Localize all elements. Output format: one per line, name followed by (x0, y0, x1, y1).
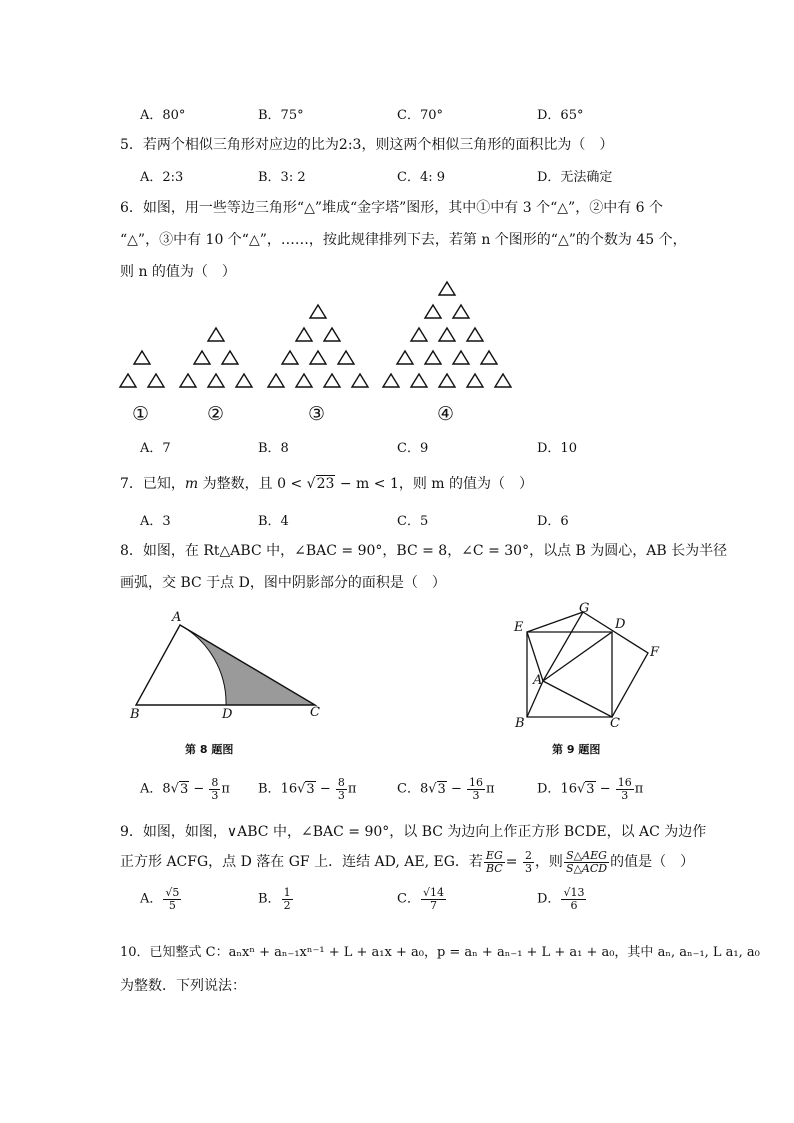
q7-var-m: m (184, 476, 199, 492)
q9-option-a-num: √5 (165, 886, 180, 899)
q8-option-d-den: 3 (621, 788, 629, 802)
q9-option-c-den: 7 (429, 898, 437, 912)
q8-option-b-radicand: 3 (306, 781, 315, 797)
q9-line2-a: 正方形 ACFG，点 D 落在 GF 上．连结 AD, AE, EG．若 (120, 854, 483, 871)
q5-option-c: C．4: 9 (397, 170, 446, 185)
q4-option-a: A．80° (140, 108, 186, 123)
q8-label-d: D (222, 707, 233, 722)
q5-option-a: A．2:3 (140, 170, 184, 185)
q6-line2: “△”，③中有 10 个“△”，……，按此规律排列下去，若第 n 个图形的“△”的个数为 45 个， (120, 232, 687, 248)
q10-line2: 为整数．下列说法： (120, 978, 246, 994)
q9-label-a: A (533, 673, 543, 688)
q7-option-a: A．3 (140, 514, 171, 529)
q7-option-b: B．4 (258, 514, 289, 529)
q6-line1: 6．如图，用一些等边三角形“△”堆成“金字塔”图形，其中①中有 3 个“△”，②中有 6 个 (120, 200, 663, 216)
q9-option-b-den: 2 (283, 898, 291, 912)
q9-option-d-letter: D． (537, 891, 561, 907)
q8-option-a-num: 8 (211, 776, 219, 789)
q8-caption: 第 8 题图 (185, 743, 234, 756)
q7-radical: √23 (306, 476, 335, 492)
q8-option-d-letter: D． (537, 781, 561, 797)
q4-option-b: B．75° (258, 108, 304, 123)
q6-option-a: A．7 (140, 441, 171, 456)
pyramid-2 (180, 328, 252, 387)
q5-stem: 5．若两个相似三角形对应边的比为2:3，则这两个相似三角形的面积比为（ ） (120, 137, 614, 153)
q8-option-b-den: 3 (337, 788, 345, 802)
q9-option-b (258, 887, 294, 911)
q8-option-d: D．16√3 − $\frac{16}{3}$ π (537, 776, 644, 802)
q6-option-b: B．8 (258, 441, 289, 456)
q9-label-f: F (650, 645, 660, 660)
q7-option-d: D．6 (537, 514, 569, 529)
q6-line3: 则 n 的值为（ ） (120, 264, 236, 280)
q8-option-c-radicand: 3 (437, 781, 446, 797)
q8-option-a-radicand: 3 (179, 781, 189, 797)
pyramid-1 (120, 351, 164, 387)
q8-label-a: A (172, 610, 182, 625)
q8-option-b-num: 8 (337, 776, 345, 789)
q8-option-d-num: 16 (617, 776, 632, 789)
q9-option-c (397, 887, 447, 911)
q8-option-c: C．8√3 − $\frac{16}{3}$ π (397, 776, 495, 802)
q8-option-b-coef: 16 (280, 781, 298, 797)
q9-value-num: 2 (524, 849, 532, 862)
q7-stem-b: 为整数，且 0 < (198, 476, 307, 492)
q5-option-d: D．无法确定 (537, 170, 613, 185)
q8-option-c-letter: C． (397, 781, 420, 797)
q9-option-d (537, 887, 587, 911)
q7-stem-c: − m < 1，则 m 的值为（ ） (335, 476, 534, 492)
q9-option-c-letter: C． (397, 891, 420, 907)
q8-option-c-pi: π (485, 781, 495, 797)
q9-area-den: S△ACD (565, 861, 608, 875)
q9-option-a-letter: A． (140, 891, 163, 907)
q9-label-e: E (514, 620, 524, 635)
q8-line1: 8．如图，在 Rt△ABC 中，∠BAC = 90°，BC = 8，∠C = 30°，以点 B 为圆心，AB 长为半径 (120, 543, 728, 559)
q9-line2-d: 的值是（ ） (610, 854, 695, 871)
q7-stem (120, 473, 533, 493)
q4-option-c: C．70° (397, 108, 443, 123)
q9-option-d-num: √13 (563, 886, 585, 899)
pyramid-3 (268, 305, 368, 387)
q9-square-figure (500, 595, 680, 735)
q6-option-c: C．9 (397, 441, 429, 456)
q9-option-c-num: √14 (422, 886, 444, 899)
q9-line2 (120, 850, 694, 874)
q8-option-b: B．16√3 − $\frac{8}{3}$ π (258, 776, 357, 802)
q9-square-acfg (543, 612, 648, 717)
q7-stem-a: 7．已知， (120, 476, 185, 492)
pyramid-4 (383, 282, 511, 387)
q8-option-d-radicand: 3 (586, 781, 595, 797)
q7-option-c: C．5 (397, 514, 429, 529)
q8-option-c-num: 16 (468, 776, 483, 789)
q4-option-d: D．65° (537, 108, 584, 123)
q9-option-b-num: 1 (283, 886, 291, 899)
q9-ratio-den: BC (485, 861, 503, 875)
q9-option-a-den: 5 (168, 898, 176, 912)
q8-label-c: C (310, 705, 320, 720)
q6-figure-label-4: ④ (437, 403, 455, 425)
q9-label-b: B (515, 716, 525, 731)
q9-line2-c: ，则 (534, 854, 563, 871)
q8-line2: 画弧，交 BC 于点 D，图中阴影部分的面积是（ ） (120, 575, 446, 591)
q6-figure-label-2: ② (207, 403, 225, 425)
q6-pyramid-figure (110, 280, 530, 400)
q10-line1: 10．已知整式 C：aₙxⁿ + aₙ₋₁xⁿ⁻¹ + L + a₁x + a₀，p = aₙ + aₙ₋₁ + L + a₁ + a₀，其中 aₙ, aₙ₋₁, L a₁, a₀ (120, 945, 760, 960)
q8-label-b: B (130, 707, 140, 722)
q7-radicand: 23 (316, 476, 335, 492)
q8-option-c-coef: 8 (419, 781, 429, 797)
q6-figure-label-1: ① (132, 403, 150, 425)
q6-option-d: D．10 (537, 441, 577, 456)
q9-caption: 第 9 题图 (552, 743, 601, 756)
q8-option-b-letter: B． (258, 781, 281, 797)
q9-option-b-letter: B． (258, 891, 281, 907)
q9-option-d-den: 6 (570, 898, 578, 912)
q5-option-b: B．3: 2 (258, 170, 306, 185)
q9-line1: 9．如图，如图，∨ABC 中，∠BAC = 90°，以 BC 为边向上作正方形 BCDE，以 AC 为边作 (120, 824, 707, 840)
q9-value-den: 3 (524, 861, 532, 875)
q9-ratio-num: EG (485, 849, 503, 862)
q9-option-a (140, 887, 182, 911)
q8-option-c-den: 3 (472, 788, 480, 802)
q9-area-num: S△AEG (564, 850, 609, 863)
q8-option-d-pi: π (634, 781, 644, 797)
q9-label-c: C (610, 716, 620, 731)
q8-option-a-letter: A． (140, 781, 163, 797)
q8-option-b-pi: π (347, 781, 357, 797)
q8-option-d-coef: 16 (560, 781, 577, 797)
q8-option-a-den: 3 (211, 788, 219, 802)
q8-option-a: A．8√3 − $\frac{8}{3}$ π (140, 776, 230, 802)
q8-option-a-pi: π (221, 781, 230, 797)
q9-label-g: G (579, 601, 590, 616)
q8-option-a-coef: 8 (162, 781, 171, 797)
q9-line2-b: = (505, 854, 522, 871)
q6-figure-label-3: ③ (308, 403, 326, 425)
q9-label-d: D (615, 617, 626, 632)
